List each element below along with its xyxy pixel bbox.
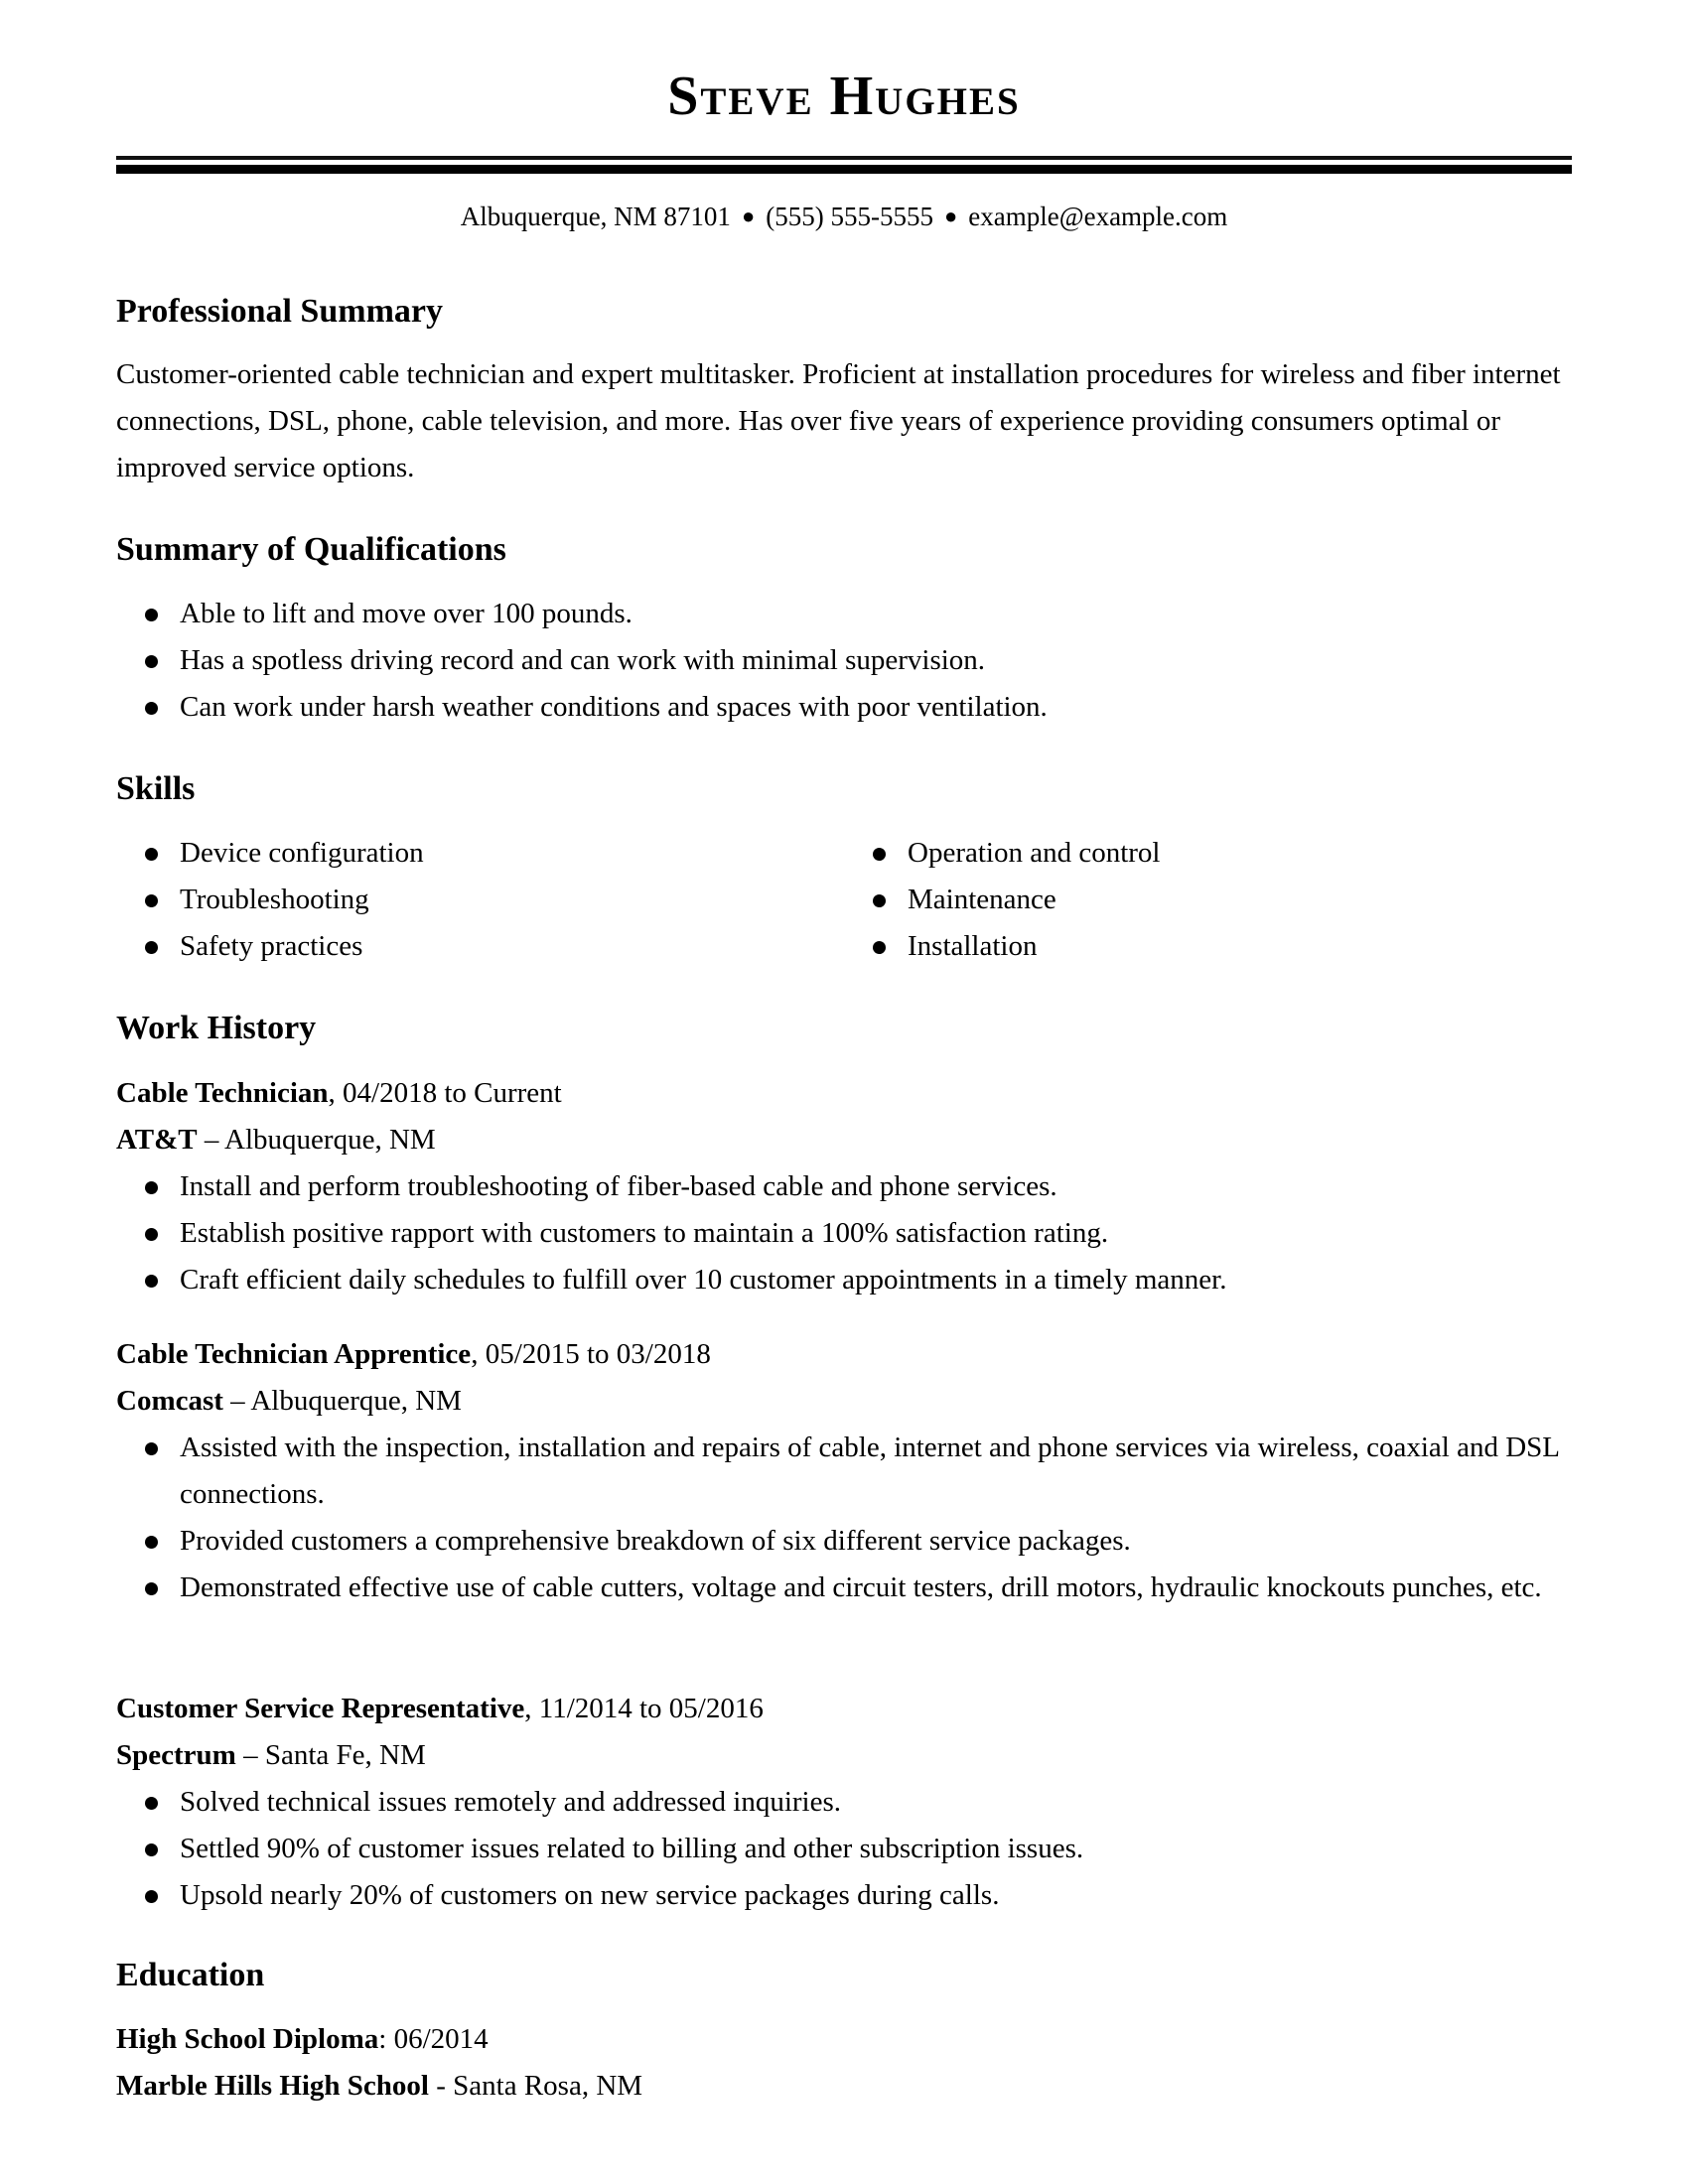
list-item: Settled 90% of customer issues related to billing and other subscription issues. — [116, 1826, 1572, 1872]
list-item: Safety practices — [116, 923, 424, 970]
job-title: Cable Technician — [116, 1077, 329, 1109]
education-location: - Santa Rosa, NM — [429, 2070, 643, 2102]
education-date: : 06/2014 — [378, 2023, 489, 2055]
job-dates: , 04/2018 to Current — [328, 1077, 562, 1109]
section-title-skills: Skills — [116, 770, 196, 807]
skills-list-left — [116, 830, 424, 970]
list-item: Assisted with the inspection, installation and repairs of cable, internet and phone services via wireless, coaxial and DSL connections. — [116, 1425, 1572, 1518]
job-dates: , 05/2015 to 03/2018 — [471, 1338, 711, 1370]
bullet-icon — [873, 894, 886, 907]
bullet-icon — [145, 1228, 158, 1241]
education-school: Marble Hills High School — [116, 2070, 429, 2102]
job-company: Comcast — [116, 1385, 223, 1417]
job-bullets — [116, 1425, 1572, 1611]
professional-summary-text: Customer-oriented cable technician and expert multitasker. Proficient at installation procedures for wireless and fiber internet connections, DSL, phone, cable television, and more. Has over five years of experience providing consumers optimal or improved service options. — [116, 358, 1561, 483]
qualifications-list — [116, 591, 1572, 731]
bullet-icon — [145, 1797, 158, 1810]
bullet-icon — [145, 1843, 158, 1856]
list-item: Troubleshooting — [116, 877, 424, 923]
job-company: AT&T — [116, 1124, 198, 1156]
section-title-professional-summary: Professional Summary — [116, 293, 443, 330]
list-item: Install and perform troubleshooting of fiber-based cable and phone services. — [116, 1163, 1572, 1210]
list-item: Craft efficient daily schedules to fulfill over 10 customer appointments in a timely manner. — [116, 1257, 1572, 1303]
list-item: Solved technical issues remotely and addressed inquiries. — [116, 1779, 1572, 1826]
contact-phone: (555) 555-5555 — [766, 202, 933, 231]
job-title: Customer Service Representative — [116, 1693, 525, 1724]
list-item: Establish positive rapport with customers to maintain a 100% satisfaction rating. — [116, 1210, 1572, 1257]
list-item: Operation and control — [844, 830, 1160, 877]
skills-list-right — [844, 830, 1160, 970]
job-title-line — [116, 1070, 562, 1117]
job-title-line — [116, 1331, 711, 1378]
bullet-icon — [145, 848, 158, 861]
bullet-icon — [873, 941, 886, 954]
list-item: Device configuration — [116, 830, 424, 877]
job-dates: , 11/2014 to 05/2016 — [524, 1693, 764, 1724]
section-title-education: Education — [116, 1957, 265, 1993]
bullet-icon — [145, 1536, 158, 1549]
header-divider-thin — [116, 156, 1572, 160]
job-company-line — [116, 1378, 462, 1425]
candidate-name: Steve Hughes — [667, 66, 1021, 127]
bullet-icon — [145, 702, 158, 715]
bullet-icon — [145, 1181, 158, 1194]
bullet-separator-icon: ● — [943, 204, 958, 228]
bullet-icon — [145, 941, 158, 954]
contact-email: example@example.com — [968, 202, 1228, 231]
bullet-icon — [145, 655, 158, 668]
list-item: Demonstrated effective use of cable cutters, voltage and circuit testers, drill motors, hydraulic knockouts punches, etc. — [116, 1565, 1572, 1611]
bullet-separator-icon: ● — [741, 204, 756, 228]
job-company-line — [116, 1117, 436, 1163]
section-title-work-history: Work History — [116, 1010, 317, 1046]
job-location: – Albuquerque, NM — [222, 1385, 462, 1417]
bullet-icon — [145, 1442, 158, 1455]
education-school-line — [116, 2063, 642, 2110]
job-bullets — [116, 1779, 1572, 1919]
list-item: Has a spotless driving record and can work with minimal supervision. — [116, 637, 1572, 684]
bullet-icon — [145, 609, 158, 621]
contact-address: Albuquerque, NM 87101 — [460, 202, 731, 231]
job-location: – Santa Fe, NM — [235, 1739, 426, 1771]
job-title: Cable Technician Apprentice — [116, 1338, 472, 1370]
list-item: Provided customers a comprehensive breakdown of six different service packages. — [116, 1518, 1572, 1565]
section-title-qualifications: Summary of Qualifications — [116, 531, 506, 568]
bullet-icon — [873, 848, 886, 861]
education-degree: High School Diploma — [116, 2023, 379, 2055]
list-item: Can work under harsh weather conditions and spaces with poor ventilation. — [116, 684, 1572, 731]
list-item: Installation — [844, 923, 1160, 970]
list-item: Maintenance — [844, 877, 1160, 923]
job-location: – Albuquerque, NM — [197, 1124, 436, 1156]
job-company-line — [116, 1732, 426, 1779]
bullet-icon — [145, 1890, 158, 1903]
list-item: Upsold nearly 20% of customers on new service packages during calls. — [116, 1872, 1572, 1919]
job-company: Spectrum — [116, 1739, 236, 1771]
job-title-line — [116, 1686, 764, 1732]
contact-info — [116, 199, 1572, 236]
bullet-icon — [145, 1275, 158, 1288]
job-bullets — [116, 1163, 1572, 1303]
bullet-icon — [145, 1582, 158, 1595]
education-degree-line — [116, 2016, 489, 2063]
header-divider-thick — [116, 165, 1572, 174]
bullet-icon — [145, 894, 158, 907]
list-item: Able to lift and move over 100 pounds. — [116, 591, 1572, 637]
